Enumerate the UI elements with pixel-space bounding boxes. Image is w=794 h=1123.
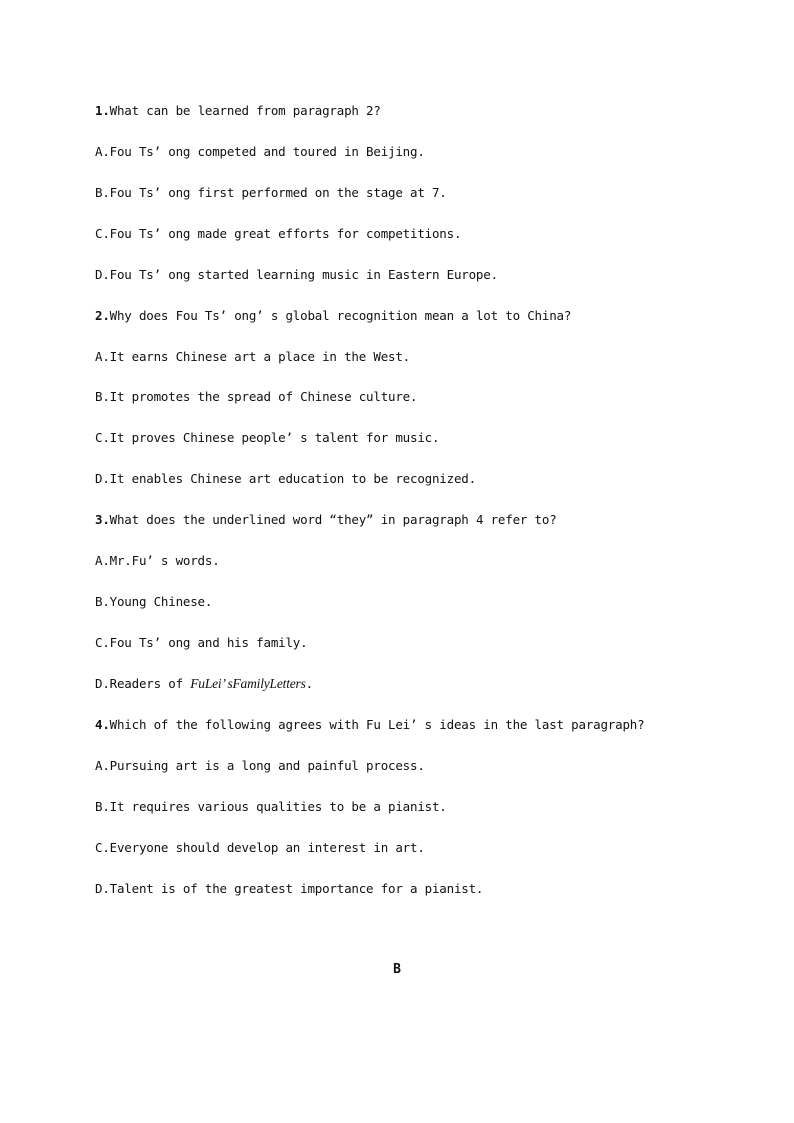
question-4-option-d: D.Talent is of the greatest importance for a pianist. — [95, 881, 484, 896]
question-number: 3. — [95, 512, 110, 527]
question-number: 4. — [95, 717, 110, 732]
question-1-stem — [95, 103, 381, 119]
question-text: Why does Fou Ts’ ong’ s global recognition mean a lot to China? — [109, 308, 572, 323]
question-1-option-c: C.Fou Ts’ ong made great efforts for competitions. — [95, 226, 462, 241]
question-2-option-b: B.It promotes the spread of Chinese culture. — [95, 389, 418, 404]
question-2-stem — [95, 308, 571, 324]
option-suffix: . — [305, 676, 313, 691]
question-text: Which of the following agrees with Fu Lei’ s ideas in the last paragraph? — [109, 717, 645, 732]
section-label: B — [393, 962, 401, 977]
option-prefix: D.Readers of — [95, 676, 191, 691]
question-number: 1. — [95, 103, 110, 118]
question-1-option-a: A.Fou Ts’ ong competed and toured in Beijing. — [95, 144, 425, 159]
question-number: 2. — [95, 308, 110, 323]
question-4-option-a: A.Pursuing art is a long and painful process. — [95, 758, 425, 773]
question-4-stem — [95, 717, 644, 733]
question-4-option-c: C.Everyone should develop an interest in art. — [95, 840, 425, 855]
question-1-option-d: D.Fou Ts’ ong started learning music in Eastern Europe. — [95, 267, 498, 282]
book-title: FuLei’ sFamilyLetters — [190, 676, 306, 691]
question-3-option-a: A.Mr.Fu’ s words. — [95, 553, 220, 568]
question-3-stem — [95, 512, 557, 528]
question-4-option-b: B.It requires various qualities to be a pianist. — [95, 799, 447, 814]
question-2-option-d: D.It enables Chinese art education to be recognized. — [95, 471, 476, 486]
question-2-option-a: A.It earns Chinese art a place in the West. — [95, 349, 411, 364]
question-3-option-c: C.Fou Ts’ ong and his family. — [95, 635, 308, 650]
question-2-option-c: C.It proves Chinese people’ s talent for music. — [95, 430, 440, 445]
question-text: What can be learned from paragraph 2? — [109, 103, 381, 118]
question-1-option-b: B.Fou Ts’ ong first performed on the stage at 7. — [95, 185, 447, 200]
question-text: What does the underlined word “they” in paragraph 4 refer to? — [109, 512, 557, 527]
question-3-option-d — [95, 676, 313, 692]
question-3-option-b: B.Young Chinese. — [95, 594, 213, 609]
